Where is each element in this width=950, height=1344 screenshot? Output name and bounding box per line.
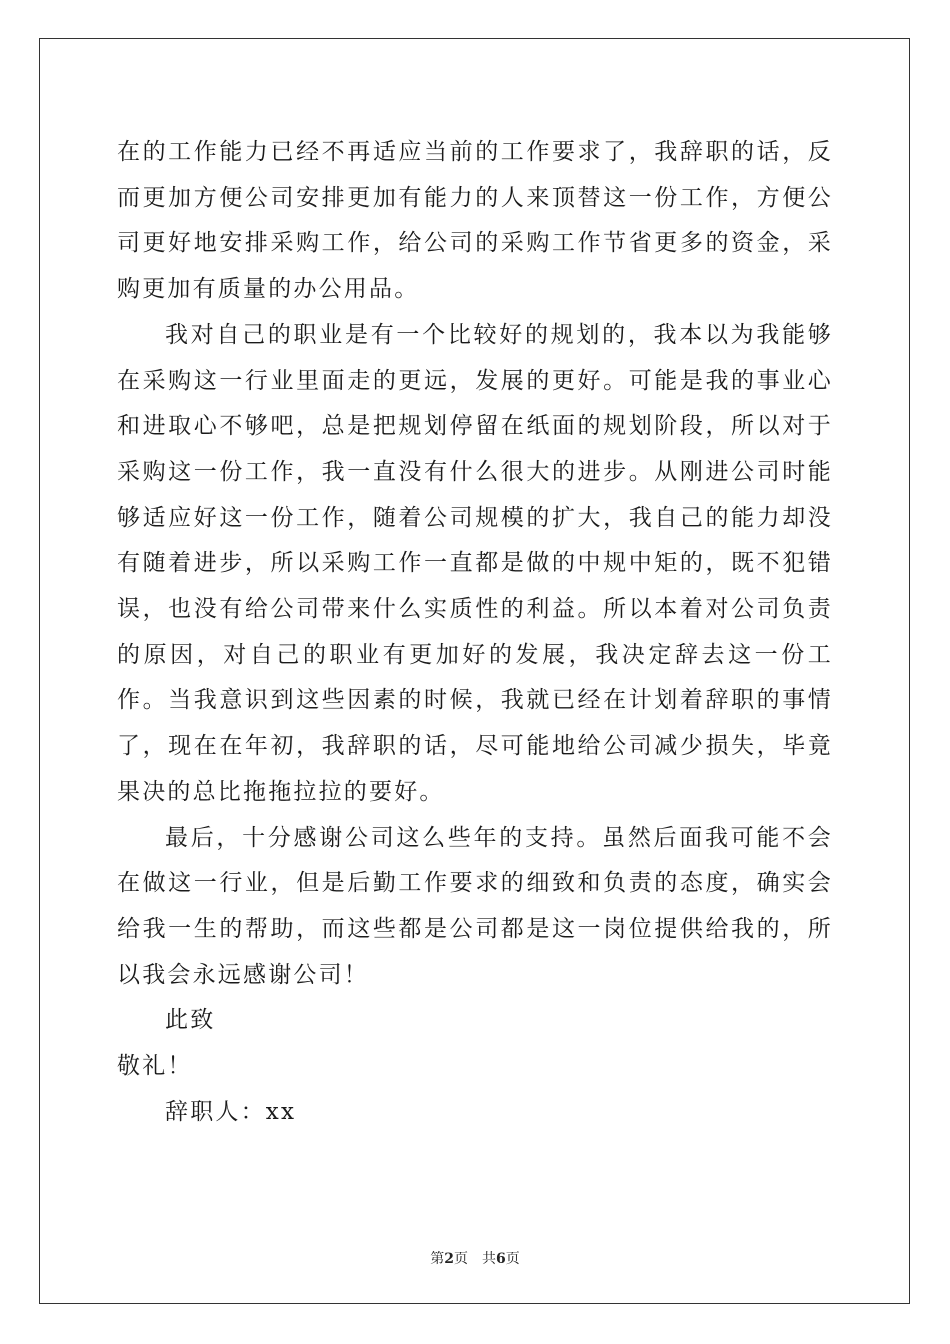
paragraph-3: 最后，十分感谢公司这么些年的支持。虽然后面我可能不会在做这一行业，但是后勤工作要求的细致和负责的态度，确实会给我一生的帮助，而这些都是公司都是这一岗位提供给我的，所以我会永远感谢公司！ [117,824,833,988]
salutation-line: 敬礼！ [117,1053,193,1080]
paragraph-1: 在的工作能力已经不再适应当前的工作要求了，我辞职的话，反而更加方便公司安排更加有能力的人来顶替这一份工作，方便公司更好地安排采购工作，给公司的采购工作节省更多的资金，采购更加有质量的办公用品。 [117,139,833,303]
closing-line: 此致 [165,1007,216,1034]
total-suffix: 页 [505,1251,520,1267]
letter-body [117,130,833,1135]
paragraph-2: 我对自己的职业是有一个比较好的规划的，我本以为我能够在采购这一行业里面走的更远，发展的更好。可能是我的事业心和进取心不够吧，总是把规划停留在纸面的规划阶段，所以对于采购这一份工作，我一直没有什么很大的进步。从刚进公司时能够适应好这一份工作，随着公司规模的扩大，我自己的能力却没有随着进步，所以采购工作一直都是做的中规中矩的，既不犯错误，也没有给公司带来什么实质性的利益。所以本着对公司负责的原因，对自己的职业有更加好的发展，我决定辞去这一份工作。当我意识到这些因素的时候，我就已经在计划着辞职的事情了，现在在年初，我辞职的话，尽可能地给公司减少损失，毕竟果决的总比拖拖拉拉的要好。 [117,321,833,805]
current-page-number: 2 [444,1251,454,1267]
total-page-number: 6 [496,1251,506,1267]
page-footer [0,1248,950,1268]
signature-line: 辞职人：xx [165,1098,297,1125]
page-prefix: 第 [430,1251,445,1267]
total-prefix: 共 [482,1251,496,1267]
page-suffix: 页 [454,1251,468,1267]
